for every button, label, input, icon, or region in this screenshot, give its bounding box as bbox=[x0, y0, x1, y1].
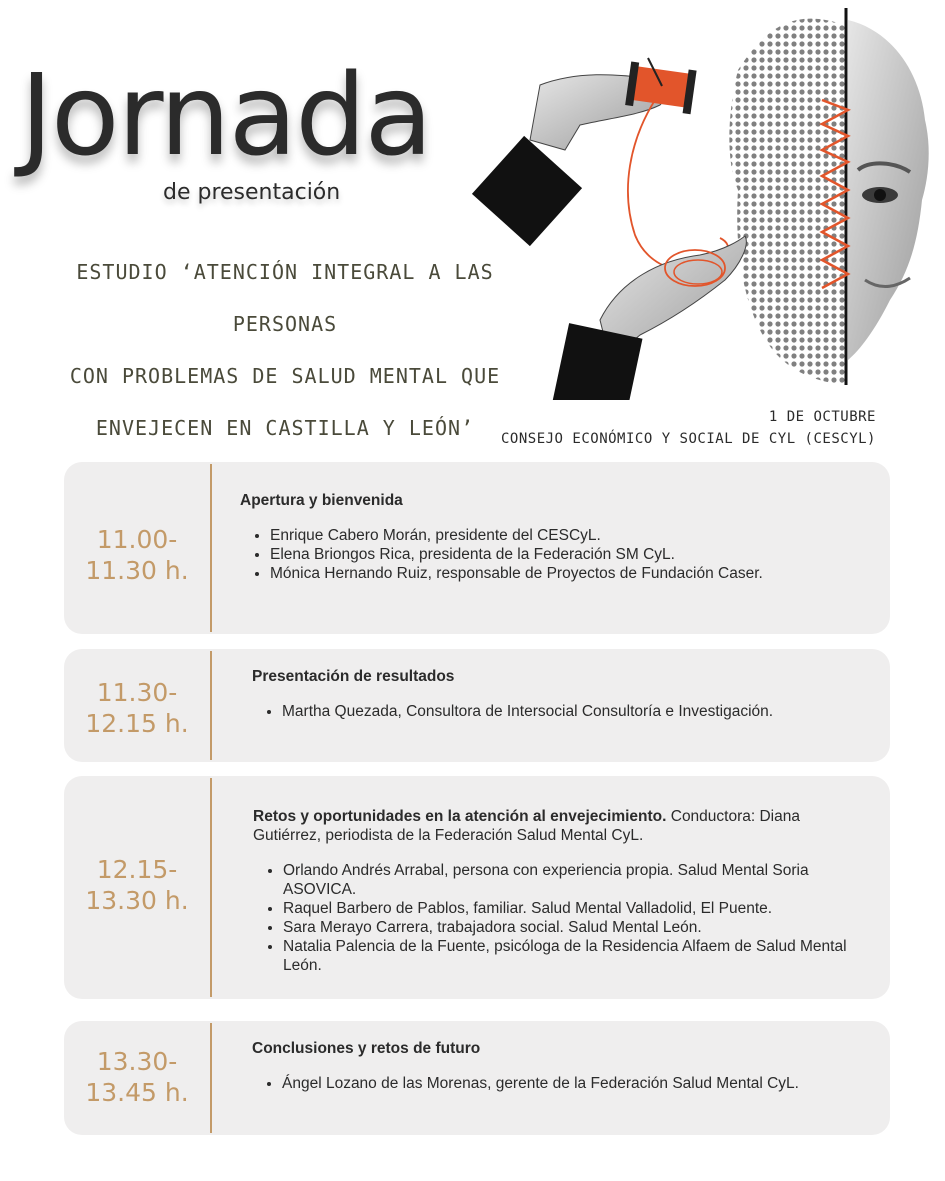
divider bbox=[210, 651, 212, 760]
event-date: 1 DE OCTUBRE bbox=[768, 409, 876, 425]
time-end: 12.15 h. bbox=[85, 709, 189, 738]
study-title-line: ESTUDIO ‘ATENCIÓN INTEGRAL A LAS PERSONAS bbox=[76, 260, 494, 336]
time-range bbox=[64, 524, 210, 586]
event-info bbox=[501, 406, 876, 450]
time-range bbox=[64, 854, 210, 916]
study-title-line: CON PROBLEMAS DE SALUD MENTAL QUE bbox=[69, 364, 501, 388]
schedule-block bbox=[64, 649, 890, 762]
divider bbox=[210, 464, 212, 632]
session-content bbox=[252, 1039, 852, 1093]
speaker-item: • Enrique Cabero Morán, presidente del CESCyL. bbox=[270, 526, 850, 545]
speaker-list bbox=[253, 861, 863, 975]
speaker-list bbox=[240, 526, 850, 583]
hand-with-spool-illustration bbox=[472, 58, 697, 246]
speaker-item: • Natalia Palencia de la Fuente, psicóloga de la Residencia Alfaem de Salud Mental León. bbox=[283, 937, 863, 975]
schedule-block bbox=[64, 776, 890, 999]
speaker-list bbox=[252, 702, 812, 721]
time-start: 12.15- bbox=[96, 855, 178, 884]
portrait-illustration bbox=[729, 8, 928, 385]
speaker-list bbox=[252, 1074, 852, 1093]
hand-illustration bbox=[552, 236, 746, 400]
event-subtitle: de presentación bbox=[163, 180, 341, 205]
time-range bbox=[64, 1046, 210, 1108]
speaker-item: • Orlando Andrés Arrabal, persona con experiencia propia. Salud Mental Soria ASOVICA. bbox=[283, 861, 863, 899]
session-content bbox=[252, 667, 812, 721]
session-content bbox=[240, 491, 850, 583]
speaker-item: • Elena Briongos Rica, presidenta de la Federación SM CyL. bbox=[270, 545, 850, 564]
session-moderator: Conductora: Diana Gutiérrez, periodista de la Federación Salud Mental CyL. bbox=[253, 808, 800, 844]
event-venue: CONSEJO ECONÓMICO Y SOCIAL DE CYL (CESCYL) bbox=[500, 431, 876, 447]
speaker-item: • Martha Quezada, Consultora de Intersocial Consultoría e Investigación. bbox=[282, 702, 812, 721]
speaker-item: • Mónica Hernando Ruiz, responsable de Proyectos de Fundación Caser. bbox=[270, 564, 850, 583]
study-title-line: ENVEJECEN EN CASTILLA Y LEÓN’ bbox=[95, 416, 475, 440]
thread-illustration bbox=[628, 100, 728, 271]
time-range bbox=[64, 677, 210, 739]
time-end: 13.45 h. bbox=[85, 1078, 189, 1107]
session-heading: Conclusiones y retos de futuro bbox=[252, 1040, 481, 1057]
divider bbox=[210, 1023, 212, 1133]
speaker-item: • Ángel Lozano de las Morenas, gerente de la Federación Salud Mental CyL. bbox=[282, 1074, 852, 1093]
collage-illustration bbox=[470, 0, 940, 400]
speaker-item: • Sara Merayo Carrera, trabajadora social. Salud Mental León. bbox=[283, 918, 863, 937]
event-title: Jornada bbox=[20, 51, 431, 181]
speaker-item: • Raquel Barbero de Pablos, familiar. Salud Mental Valladolid, El Puente. bbox=[283, 899, 863, 918]
time-end: 11.30 h. bbox=[85, 556, 189, 585]
schedule-block bbox=[64, 1021, 890, 1135]
time-start: 13.30- bbox=[96, 1047, 178, 1076]
session-heading: Apertura y bienvenida bbox=[240, 492, 403, 509]
session-heading: Retos y oportunidades en la atención al envejecimiento. bbox=[253, 808, 667, 825]
session-content bbox=[253, 807, 863, 975]
session-heading: Presentación de resultados bbox=[252, 668, 455, 685]
schedule-block bbox=[64, 462, 890, 634]
divider bbox=[210, 778, 212, 997]
time-start: 11.00- bbox=[96, 525, 178, 554]
time-start: 11.30- bbox=[96, 678, 178, 707]
time-end: 13.30 h. bbox=[85, 886, 189, 915]
